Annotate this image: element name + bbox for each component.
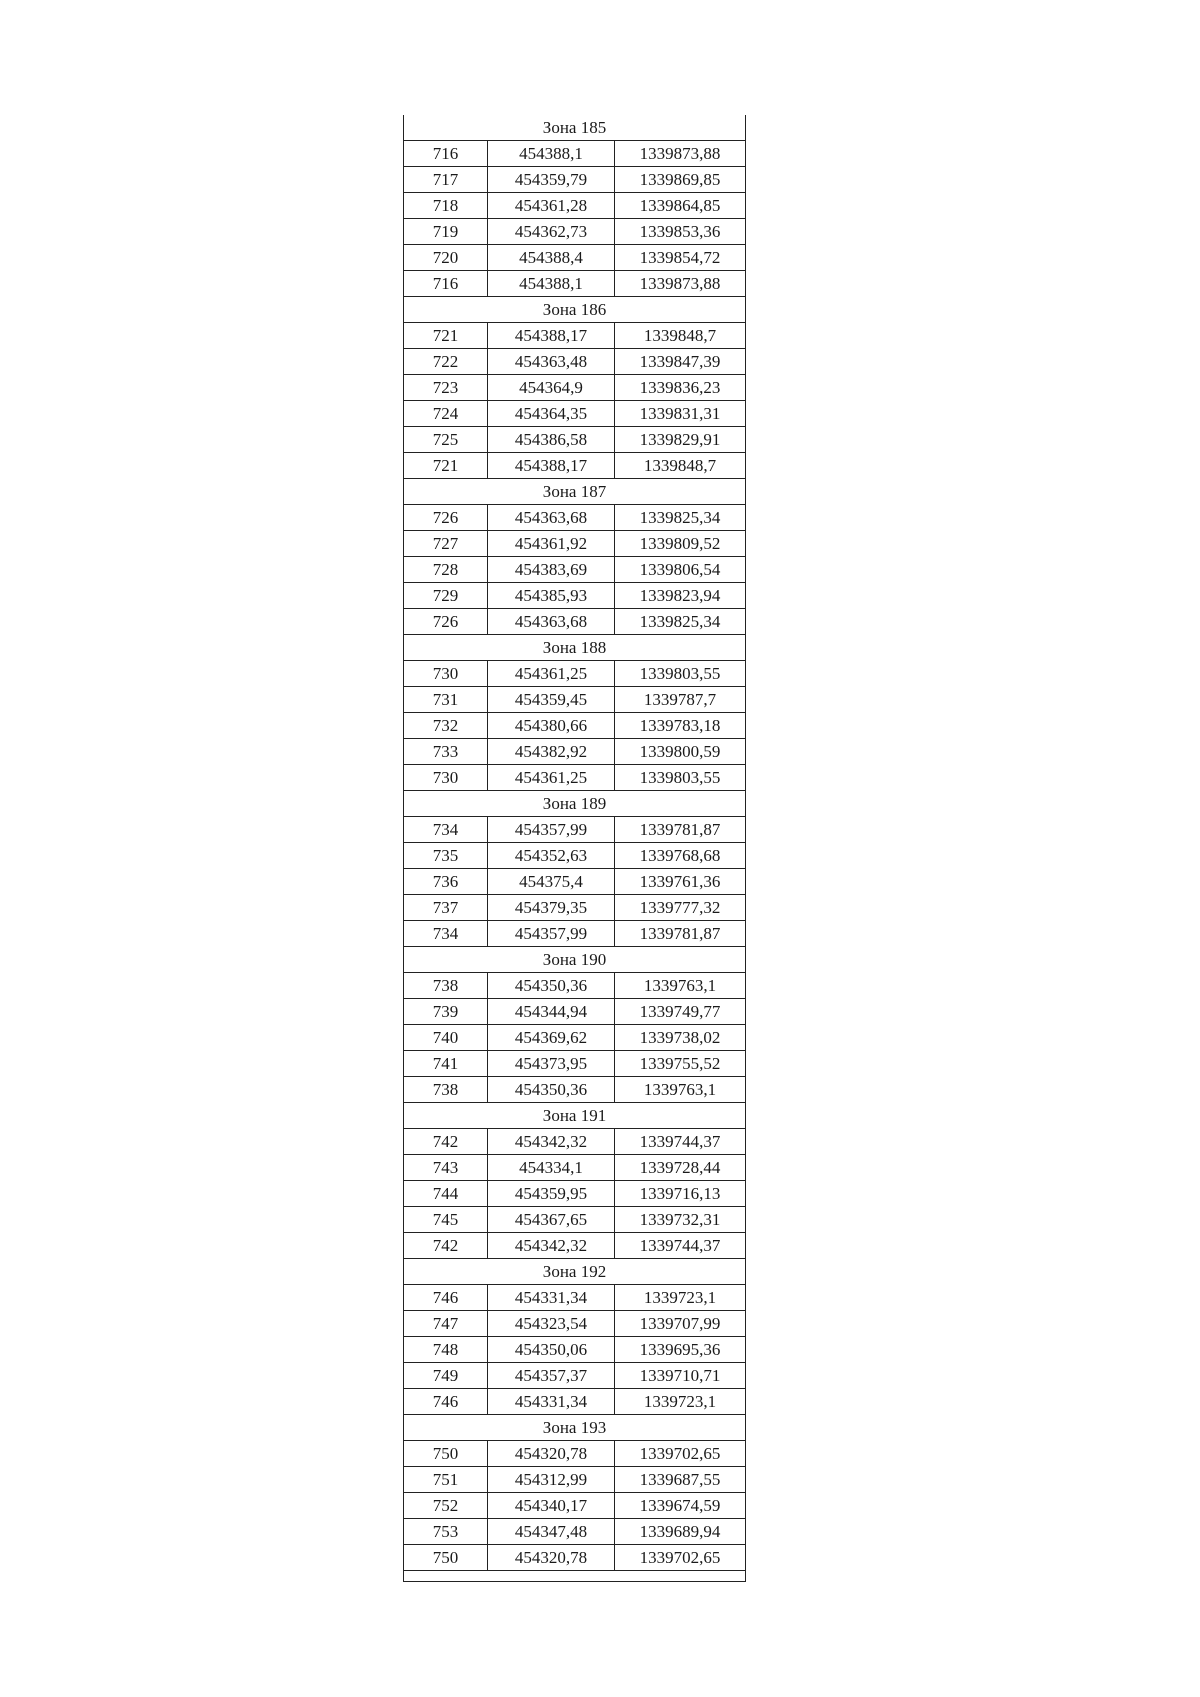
x-coordinate-cell: 454388,17	[488, 453, 615, 479]
y-coordinate-cell: 1339763,1	[615, 1077, 746, 1103]
x-coordinate-cell: 454342,32	[488, 1233, 615, 1259]
table-row	[404, 1545, 746, 1571]
point-number-cell: 740	[404, 1025, 488, 1051]
table-row	[404, 843, 746, 869]
y-coordinate-cell: 1339689,94	[615, 1519, 746, 1545]
y-coordinate-cell: 1339873,88	[615, 271, 746, 297]
coordinates-table	[403, 115, 746, 1582]
zone-header-row	[404, 635, 746, 661]
zone-title: Зона 192	[404, 1259, 746, 1285]
y-coordinate-cell: 1339761,36	[615, 869, 746, 895]
point-number-cell: 729	[404, 583, 488, 609]
point-number-cell: 730	[404, 765, 488, 791]
x-coordinate-cell: 454363,68	[488, 505, 615, 531]
table-row	[404, 375, 746, 401]
table-row	[404, 1025, 746, 1051]
point-number-cell: 738	[404, 973, 488, 999]
table-row	[404, 817, 746, 843]
y-coordinate-cell: 1339854,72	[615, 245, 746, 271]
point-number-cell: 741	[404, 1051, 488, 1077]
table-row	[404, 167, 746, 193]
point-number-cell: 732	[404, 713, 488, 739]
point-number-cell: 734	[404, 921, 488, 947]
table-row	[404, 713, 746, 739]
y-coordinate-cell: 1339687,55	[615, 1467, 746, 1493]
y-coordinate-cell: 1339755,52	[615, 1051, 746, 1077]
x-coordinate-cell: 454350,36	[488, 973, 615, 999]
point-number-cell: 716	[404, 271, 488, 297]
point-number-cell: 717	[404, 167, 488, 193]
table-row	[404, 1129, 746, 1155]
y-coordinate-cell: 1339825,34	[615, 609, 746, 635]
x-coordinate-cell: 454320,78	[488, 1441, 615, 1467]
point-number-cell: 723	[404, 375, 488, 401]
point-number-cell: 721	[404, 453, 488, 479]
table-row	[404, 1311, 746, 1337]
y-coordinate-cell: 1339803,55	[615, 661, 746, 687]
point-number-cell: 742	[404, 1129, 488, 1155]
table-row	[404, 1337, 746, 1363]
table-row	[404, 739, 746, 765]
y-coordinate-cell: 1339848,7	[615, 323, 746, 349]
zone-title: Зона 193	[404, 1415, 746, 1441]
zone-header-row	[404, 1259, 746, 1285]
y-coordinate-cell: 1339806,54	[615, 557, 746, 583]
table-row	[404, 687, 746, 713]
point-number-cell: 720	[404, 245, 488, 271]
table-row	[404, 557, 746, 583]
y-coordinate-cell: 1339744,37	[615, 1233, 746, 1259]
table-row	[404, 1155, 746, 1181]
y-coordinate-cell: 1339702,65	[615, 1441, 746, 1467]
point-number-cell: 719	[404, 219, 488, 245]
point-number-cell: 736	[404, 869, 488, 895]
x-coordinate-cell: 454357,99	[488, 921, 615, 947]
table-row	[404, 609, 746, 635]
table-row	[404, 219, 746, 245]
x-coordinate-cell: 454359,95	[488, 1181, 615, 1207]
x-coordinate-cell: 454350,06	[488, 1337, 615, 1363]
zone-title: Зона 187	[404, 479, 746, 505]
x-coordinate-cell: 454380,66	[488, 713, 615, 739]
x-coordinate-cell: 454386,58	[488, 427, 615, 453]
zone-header-row	[404, 1415, 746, 1441]
table-row	[404, 245, 746, 271]
zone-header-row	[404, 115, 746, 141]
x-coordinate-cell: 454312,99	[488, 1467, 615, 1493]
y-coordinate-cell: 1339768,68	[615, 843, 746, 869]
y-coordinate-cell: 1339781,87	[615, 921, 746, 947]
empty-cell	[404, 1571, 746, 1582]
x-coordinate-cell: 454362,73	[488, 219, 615, 245]
x-coordinate-cell: 454379,35	[488, 895, 615, 921]
x-coordinate-cell: 454375,4	[488, 869, 615, 895]
table-row	[404, 1207, 746, 1233]
x-coordinate-cell: 454367,65	[488, 1207, 615, 1233]
empty-trailing-row	[404, 1571, 746, 1582]
table-row	[404, 921, 746, 947]
point-number-cell: 753	[404, 1519, 488, 1545]
point-number-cell: 724	[404, 401, 488, 427]
point-number-cell: 739	[404, 999, 488, 1025]
y-coordinate-cell: 1339728,44	[615, 1155, 746, 1181]
y-coordinate-cell: 1339723,1	[615, 1389, 746, 1415]
y-coordinate-cell: 1339716,13	[615, 1181, 746, 1207]
zone-header-row	[404, 297, 746, 323]
x-coordinate-cell: 454347,48	[488, 1519, 615, 1545]
zone-title: Зона 185	[542, 118, 607, 137]
table-row	[404, 1389, 746, 1415]
point-number-cell: 745	[404, 1207, 488, 1233]
table-row	[404, 583, 746, 609]
x-coordinate-cell: 454359,45	[488, 687, 615, 713]
point-number-cell: 751	[404, 1467, 488, 1493]
table-row	[404, 1519, 746, 1545]
table-row	[404, 1467, 746, 1493]
y-coordinate-cell: 1339823,94	[615, 583, 746, 609]
x-coordinate-cell: 454344,94	[488, 999, 615, 1025]
table-row	[404, 973, 746, 999]
x-coordinate-cell: 454361,92	[488, 531, 615, 557]
y-coordinate-cell: 1339829,91	[615, 427, 746, 453]
point-number-cell: 735	[404, 843, 488, 869]
zone-title: Зона 189	[404, 791, 746, 817]
table-row	[404, 1441, 746, 1467]
x-coordinate-cell: 454359,79	[488, 167, 615, 193]
point-number-cell: 746	[404, 1389, 488, 1415]
y-coordinate-cell: 1339674,59	[615, 1493, 746, 1519]
x-coordinate-cell: 454334,1	[488, 1155, 615, 1181]
x-coordinate-cell: 454364,35	[488, 401, 615, 427]
x-coordinate-cell: 454385,93	[488, 583, 615, 609]
point-number-cell: 727	[404, 531, 488, 557]
table-row	[404, 1181, 746, 1207]
y-coordinate-cell: 1339749,77	[615, 999, 746, 1025]
y-coordinate-cell: 1339869,85	[615, 167, 746, 193]
y-coordinate-cell: 1339710,71	[615, 1363, 746, 1389]
x-coordinate-cell: 454357,99	[488, 817, 615, 843]
point-number-cell: 728	[404, 557, 488, 583]
table-row	[404, 401, 746, 427]
x-coordinate-cell: 454363,68	[488, 609, 615, 635]
x-coordinate-cell: 454388,1	[488, 271, 615, 297]
point-number-cell: 722	[404, 349, 488, 375]
x-coordinate-cell: 454331,34	[488, 1285, 615, 1311]
y-coordinate-cell: 1339803,55	[615, 765, 746, 791]
y-coordinate-cell: 1339777,32	[615, 895, 746, 921]
point-number-cell: 733	[404, 739, 488, 765]
y-coordinate-cell: 1339864,85	[615, 193, 746, 219]
x-coordinate-cell: 454388,17	[488, 323, 615, 349]
point-number-cell: 746	[404, 1285, 488, 1311]
y-coordinate-cell: 1339738,02	[615, 1025, 746, 1051]
table-row	[404, 531, 746, 557]
table-row	[404, 453, 746, 479]
zone-header-row	[404, 479, 746, 505]
y-coordinate-cell: 1339702,65	[615, 1545, 746, 1571]
x-coordinate-cell: 454340,17	[488, 1493, 615, 1519]
point-number-cell: 747	[404, 1311, 488, 1337]
point-number-cell: 725	[404, 427, 488, 453]
x-coordinate-cell: 454320,78	[488, 1545, 615, 1571]
y-coordinate-cell: 1339848,7	[615, 453, 746, 479]
table-row	[404, 323, 746, 349]
y-coordinate-cell: 1339853,36	[615, 219, 746, 245]
y-coordinate-cell: 1339787,7	[615, 687, 746, 713]
zone-header-row	[404, 1103, 746, 1129]
table-row	[404, 271, 746, 297]
table-row	[404, 895, 746, 921]
x-coordinate-cell: 454363,48	[488, 349, 615, 375]
point-number-cell: 750	[404, 1545, 488, 1571]
x-coordinate-cell: 454364,9	[488, 375, 615, 401]
y-coordinate-cell: 1339723,1	[615, 1285, 746, 1311]
zone-title: Зона 188	[404, 635, 746, 661]
y-coordinate-cell: 1339783,18	[615, 713, 746, 739]
table-row	[404, 1363, 746, 1389]
point-number-cell: 743	[404, 1155, 488, 1181]
x-coordinate-cell: 454352,63	[488, 843, 615, 869]
point-number-cell: 726	[404, 609, 488, 635]
y-coordinate-cell: 1339800,59	[615, 739, 746, 765]
zone-title: Зона 190	[404, 947, 746, 973]
table-row	[404, 141, 746, 167]
table-row	[404, 765, 746, 791]
table-row	[404, 427, 746, 453]
point-number-cell: 752	[404, 1493, 488, 1519]
point-number-cell: 718	[404, 193, 488, 219]
x-coordinate-cell: 454383,69	[488, 557, 615, 583]
y-coordinate-cell: 1339781,87	[615, 817, 746, 843]
y-coordinate-cell: 1339744,37	[615, 1129, 746, 1155]
zone-header-row	[404, 791, 746, 817]
x-coordinate-cell: 454361,28	[488, 193, 615, 219]
x-coordinate-cell: 454350,36	[488, 1077, 615, 1103]
table-row	[404, 1233, 746, 1259]
point-number-cell: 734	[404, 817, 488, 843]
point-number-cell: 738	[404, 1077, 488, 1103]
y-coordinate-cell: 1339831,31	[615, 401, 746, 427]
table-row	[404, 1077, 746, 1103]
x-coordinate-cell: 454357,37	[488, 1363, 615, 1389]
x-coordinate-cell: 454323,54	[488, 1311, 615, 1337]
table-row	[404, 999, 746, 1025]
point-number-cell: 731	[404, 687, 488, 713]
point-number-cell: 750	[404, 1441, 488, 1467]
table-row	[404, 661, 746, 687]
table-row	[404, 1493, 746, 1519]
point-number-cell: 744	[404, 1181, 488, 1207]
x-coordinate-cell: 454361,25	[488, 765, 615, 791]
point-number-cell: 737	[404, 895, 488, 921]
x-coordinate-cell: 454373,95	[488, 1051, 615, 1077]
point-number-cell: 716	[404, 141, 488, 167]
table-row	[404, 1051, 746, 1077]
coordinates-table-body	[404, 115, 746, 1582]
x-coordinate-cell: 454342,32	[488, 1129, 615, 1155]
table-row	[404, 349, 746, 375]
y-coordinate-cell: 1339836,23	[615, 375, 746, 401]
x-coordinate-cell: 454388,1	[488, 141, 615, 167]
table-row	[404, 1285, 746, 1311]
y-coordinate-cell: 1339873,88	[615, 141, 746, 167]
point-number-cell: 721	[404, 323, 488, 349]
table-row	[404, 193, 746, 219]
point-number-cell: 742	[404, 1233, 488, 1259]
y-coordinate-cell: 1339809,52	[615, 531, 746, 557]
point-number-cell: 726	[404, 505, 488, 531]
y-coordinate-cell: 1339763,1	[615, 973, 746, 999]
table-row	[404, 869, 746, 895]
zone-title: Зона 186	[404, 297, 746, 323]
x-coordinate-cell: 454331,34	[488, 1389, 615, 1415]
point-number-cell: 749	[404, 1363, 488, 1389]
zone-header-row	[404, 947, 746, 973]
table-row	[404, 505, 746, 531]
y-coordinate-cell: 1339707,99	[615, 1311, 746, 1337]
x-coordinate-cell: 454388,4	[488, 245, 615, 271]
point-number-cell: 748	[404, 1337, 488, 1363]
y-coordinate-cell: 1339732,31	[615, 1207, 746, 1233]
point-number-cell: 730	[404, 661, 488, 687]
y-coordinate-cell: 1339825,34	[615, 505, 746, 531]
y-coordinate-cell: 1339695,36	[615, 1337, 746, 1363]
y-coordinate-cell: 1339847,39	[615, 349, 746, 375]
x-coordinate-cell: 454369,62	[488, 1025, 615, 1051]
x-coordinate-cell: 454382,92	[488, 739, 615, 765]
x-coordinate-cell: 454361,25	[488, 661, 615, 687]
zone-title: Зона 191	[404, 1103, 746, 1129]
